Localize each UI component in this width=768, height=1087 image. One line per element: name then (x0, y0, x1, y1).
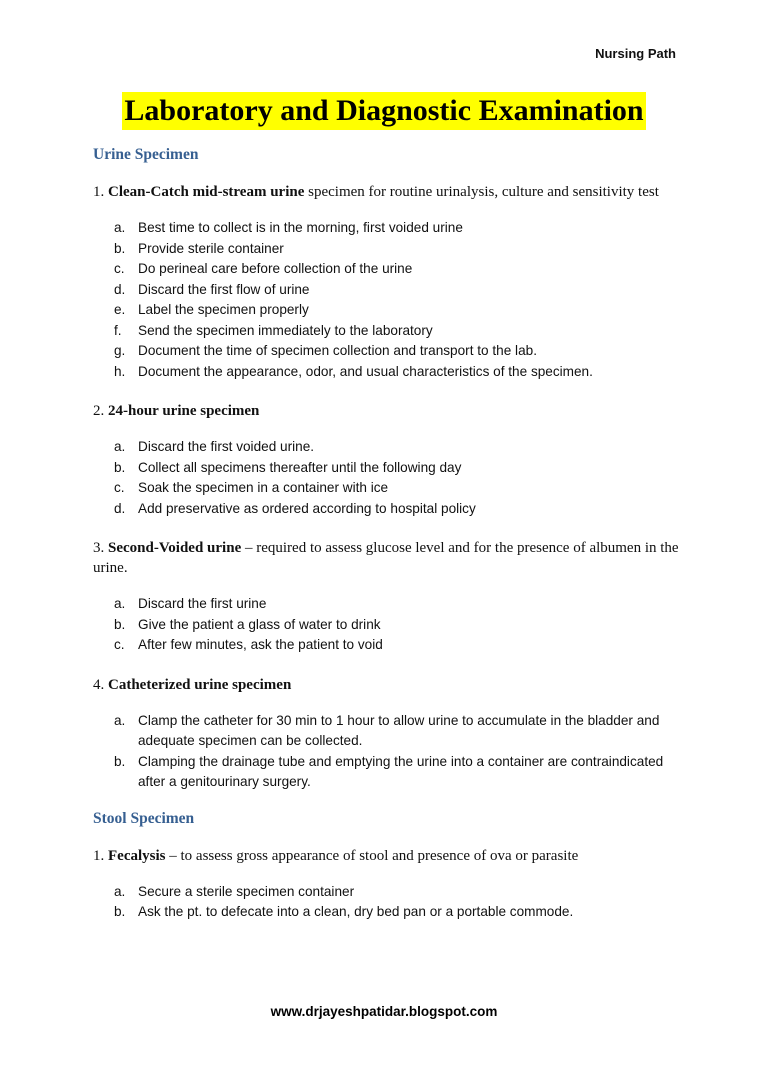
item-bold-title: Fecalysis (108, 847, 166, 864)
item-description: – required to assess glucose level and for the presence of albumen in the urine. (93, 540, 679, 576)
item-number: 1. (93, 847, 105, 864)
list-item (114, 902, 683, 923)
list-item (114, 280, 683, 301)
list-letter: b. (114, 616, 126, 632)
item-bold-title: Clean-Catch mid-stream urine (108, 184, 305, 200)
list-text: Clamp the catheter for 30 min to 1 hour to allow urine to accumulate in the bladder and adequate specimen can be collected. (138, 712, 660, 748)
list-text: Discard the first voided urine. (138, 439, 315, 454)
item-heading-clean-catch (93, 182, 683, 202)
sublist-fecalysis (93, 882, 683, 923)
list-item (114, 711, 683, 752)
item-number: 3. (93, 540, 105, 556)
list-item (114, 218, 683, 239)
list-text: Discard the first flow of urine (138, 281, 310, 297)
list-letter: e. (114, 302, 126, 317)
item-heading-catheterized (93, 675, 683, 695)
section-heading-stool: Stool Specimen (93, 809, 195, 827)
list-text: Provide sterile container (138, 240, 284, 256)
list-letter: a. (114, 712, 126, 728)
list-letter: c. (114, 637, 125, 652)
item-bold-title: 24-hour urine specimen (108, 403, 260, 419)
list-item (114, 615, 683, 636)
list-letter: b. (114, 904, 126, 919)
list-item (114, 259, 683, 280)
list-item (114, 437, 683, 458)
document-content (93, 146, 683, 923)
header-label: Nursing Path (595, 46, 676, 61)
sublist-second-voided (93, 594, 683, 656)
list-item (114, 635, 683, 656)
list-letter: c. (114, 480, 125, 495)
list-letter: d. (114, 281, 126, 297)
sublist-clean-catch (93, 218, 683, 382)
list-text: Ask the pt. to defecate into a clean, dry bed pan or a portable commode. (138, 904, 574, 919)
list-text: Document the appearance, odor, and usual characteristics of the specimen. (138, 363, 593, 379)
list-text: Secure a sterile specimen container (138, 883, 355, 899)
list-text: Soak the specimen in a container with ice (138, 480, 389, 495)
list-item (114, 341, 683, 362)
section-heading-urine: Urine Specimen (93, 146, 199, 163)
sublist-24-hour (93, 437, 683, 519)
item-heading-fecalysis (93, 846, 683, 866)
footer-url: www.drjayeshpatidar.blogspot.com (270, 1004, 498, 1019)
list-text: Send the specimen immediately to the laboratory (138, 322, 433, 338)
list-letter: a. (114, 883, 126, 899)
page-title: Laboratory and Diagnostic Examination (122, 92, 645, 130)
item-description: specimen for routine urinalysis, culture and sensitivity test (304, 184, 659, 200)
list-text: Label the specimen properly (138, 302, 309, 317)
title-wrap (0, 92, 768, 130)
item-number: 2. (93, 403, 105, 419)
list-letter: b. (114, 459, 126, 475)
list-text: Give the patient a glass of water to drink (138, 616, 381, 632)
list-item (114, 882, 683, 903)
list-item (114, 752, 683, 793)
item-number: 4. (93, 676, 105, 693)
list-letter: b. (114, 753, 126, 769)
list-letter: b. (114, 240, 126, 256)
list-letter: a. (114, 596, 126, 611)
list-letter: a. (114, 220, 126, 235)
list-item (114, 239, 683, 260)
list-item (114, 499, 683, 520)
item-heading-24-hour (93, 401, 683, 421)
item-bold-title: Catheterized urine specimen (108, 676, 292, 693)
list-item (114, 321, 683, 342)
list-text: Do perineal care before collection of the urine (138, 261, 413, 276)
list-text: Collect all specimens thereafter until the following day (138, 459, 462, 475)
list-text: After few minutes, ask the patient to void (138, 637, 383, 652)
list-letter: a. (114, 439, 126, 454)
list-text: Best time to collect is in the morning, first voided urine (138, 220, 463, 235)
list-text: Document the time of specimen collection and transport to the lab. (138, 343, 537, 358)
list-text: Discard the first urine (138, 596, 267, 611)
list-letter: d. (114, 500, 126, 516)
list-item (114, 362, 683, 383)
list-text: Clamping the drainage tube and emptying the urine into a container are contraindicated after a genitourinary surgery. (138, 753, 664, 789)
list-letter: c. (114, 261, 125, 276)
list-item (114, 594, 683, 615)
list-letter: h. (114, 363, 126, 379)
sublist-catheterized (93, 711, 683, 793)
list-item (114, 458, 683, 479)
list-letter: g. (114, 343, 126, 358)
list-item (114, 300, 683, 321)
item-bold-title: Second-Voided urine (108, 540, 242, 556)
list-text: Add preservative as ordered according to hospital policy (138, 500, 476, 516)
list-item (114, 478, 683, 499)
item-number: 1. (93, 184, 105, 200)
item-description: – to assess gross appearance of stool and presence of ova or parasite (165, 847, 579, 864)
list-letter: f. (114, 322, 122, 338)
item-heading-second-voided (93, 538, 683, 578)
